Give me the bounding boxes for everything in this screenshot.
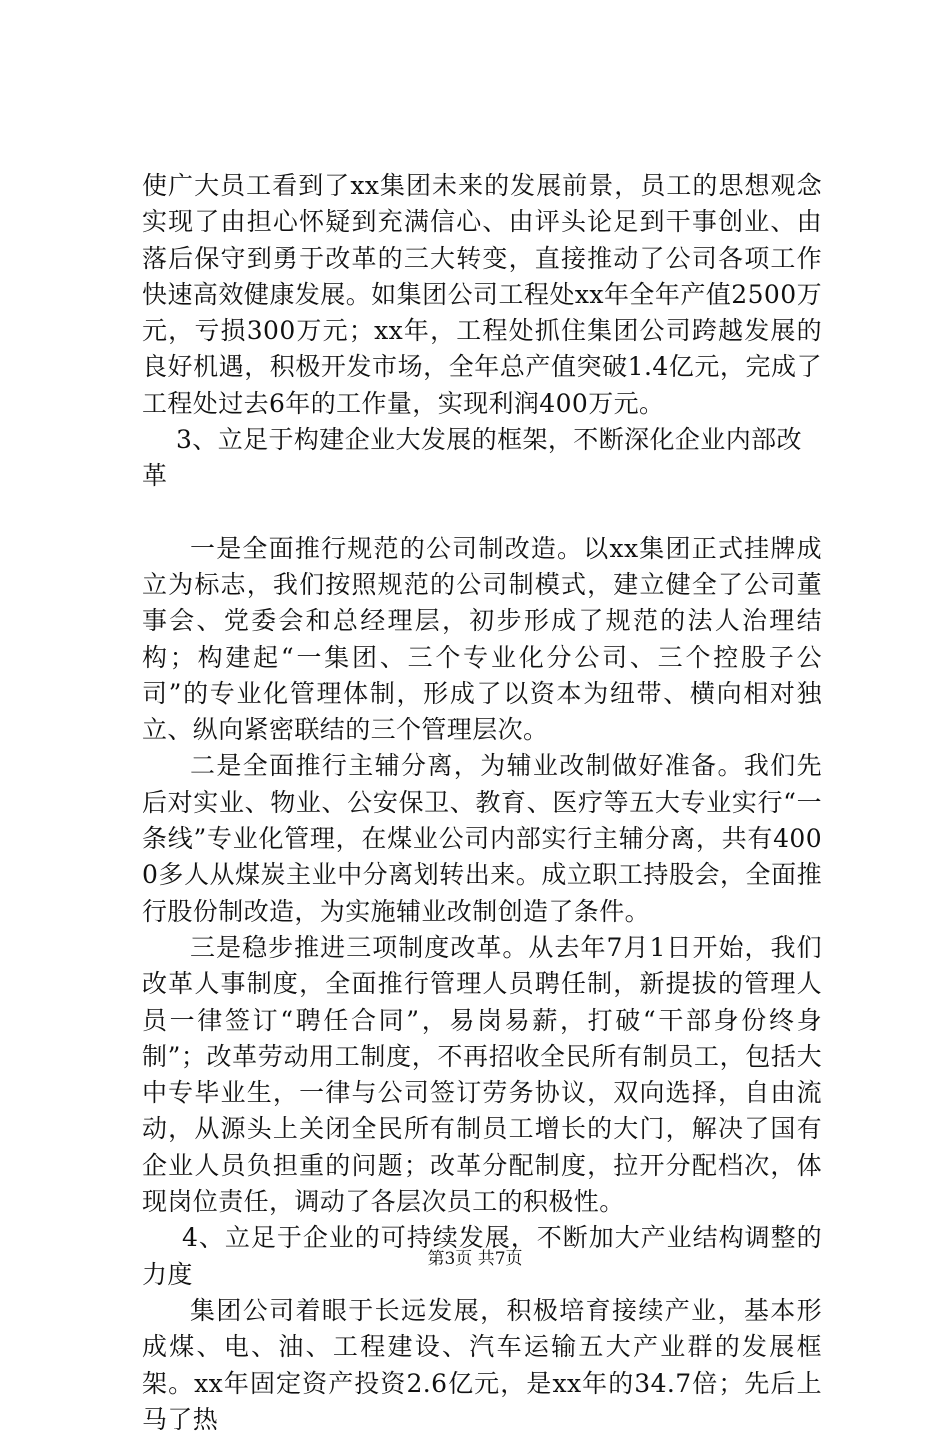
paragraph-company-reform: 一是全面推行规范的公司制改造。以xx集团正式挂牌成立为标志，我们按照规范的公司制模式，建立健全了公司董事会、党委会和总经理层，初步形成了规范的法人治理结构；构建起“一集团、三个专业化分公司、三个控股子公司”的专业化管理体制，形成了以资本为纽带、横向相对独立、纵向紧密联结的三个管理层次。 <box>142 533 822 745</box>
section-heading-3: 3、立足于构建企业大发展的框架，不断深化企业内部改革 <box>142 425 802 491</box>
page-number-footer: 第3页 共7页 <box>427 1249 523 1269</box>
blank-line <box>142 495 822 531</box>
paragraph-continued: 使广大员工看到了xx集团未来的发展前景，员工的思想观念实现了由担心怀疑到充满信心、由评头论足到干事创业、由落后保守到勇于改革的三大转变，直接推动了公司各项工作快速高效健康发展。如集团公司工程处xx年全年产值2500万元，亏损300万元；xx年，工程处抓住集团公司跨越发展的良好机遇，积极开发市场，全年总产值突破1.4亿元，完成了工程处过去6年的工作量，实现利润400万元。 <box>142 171 822 418</box>
paragraph-three-systems-reform: 三是稳步推进三项制度改革。从去年7月1日开始，我们改革人事制度，全面推行管理人员聘任制，新提拔的管理人员一律签订“聘任合同”，易岗易薪，打破“干部身份终身制”；改革劳动用工制度，不再招收全民所有制员工，包括大中专毕业生，一律与公司签订劳务协议，双向选择，自由流动，从源头上关闭全民所有制员工增长的大门，解决了国有企业人员负担重的问题；改革分配制度，拉开分配档次，体现岗位责任，调动了各层次员工的积极性。 <box>142 932 822 1217</box>
section-heading-4: 4、立足于企业的可持续发展，不断加大产业结构调整的力度 <box>142 1223 822 1289</box>
paragraph-main-auxiliary-separation: 二是全面推行主辅分离，为辅业改制做好准备。我们先后对实业、物业、公安保卫、教育、医疗等五大专业实行“一条线”专业化管理，在煤业公司内部实行主辅分离，共有4000多人从煤炭主业中分离划转出来。成立职工持股会，全面推行股份制改造，为实施辅业改制创造了条件。 <box>142 751 822 926</box>
paragraph-industry-structure: 集团公司着眼于长远发展，积极培育接续产业，基本形成煤、电、油、工程建设、汽车运输五大产业群的发展框架。xx年固定资产投资2.6亿元，是xx年的34.7倍；先后上马了热 <box>142 1295 822 1434</box>
